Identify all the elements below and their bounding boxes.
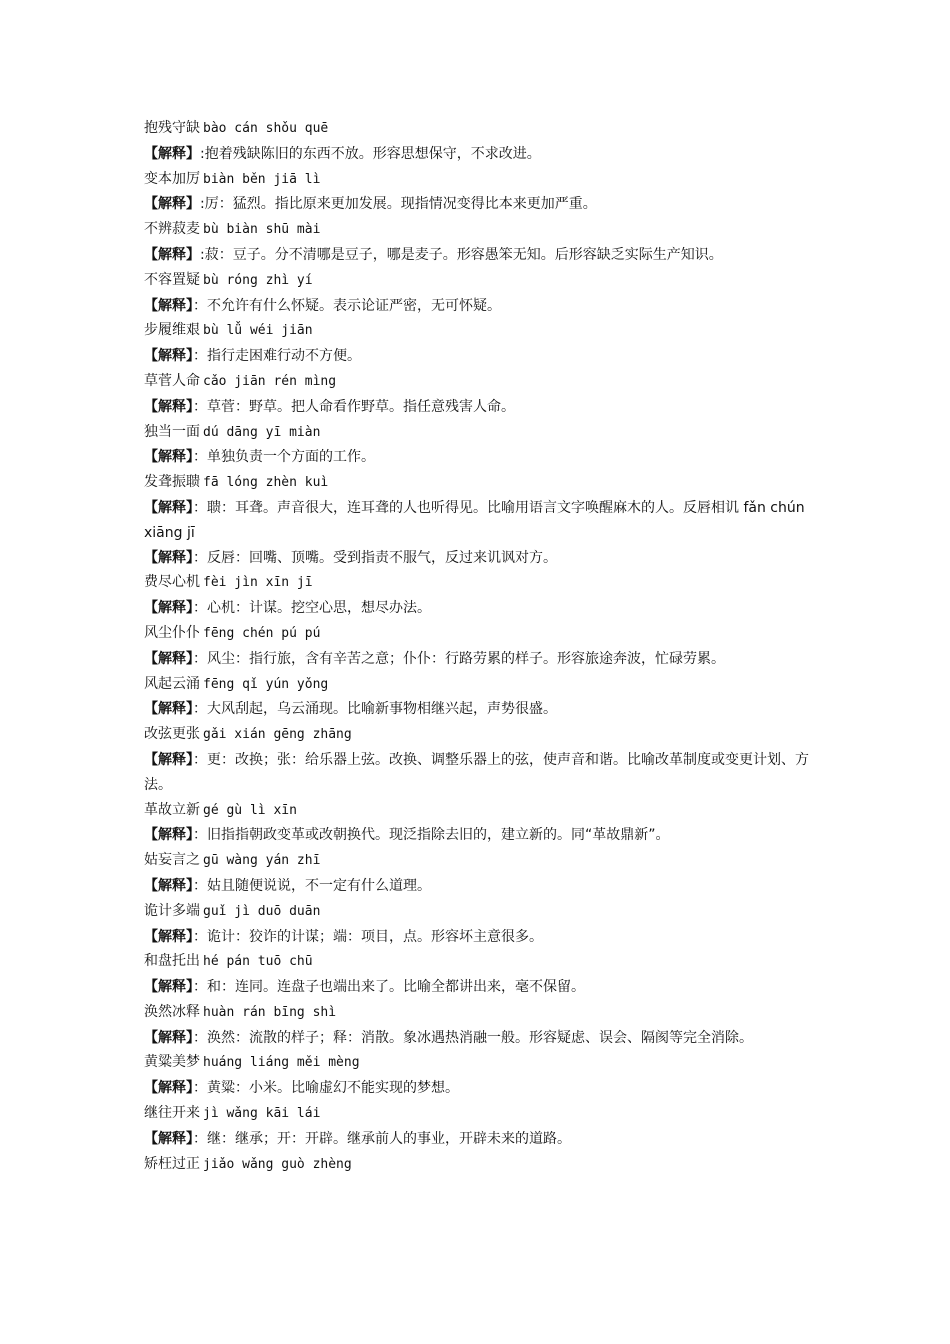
idiom-pinyin: fēng chén pú pú: [203, 625, 321, 641]
idiom-word: 姑妄言之: [144, 852, 200, 869]
explanation-separator: ：: [193, 1080, 207, 1097]
idiom-heading: [144, 848, 814, 874]
explanation-separator: ：: [193, 549, 207, 566]
explanation-label: 【解释】: [144, 549, 193, 566]
idiom-word: 改弦更张: [144, 726, 200, 743]
explanation-label: 【解释】: [144, 1080, 193, 1097]
explanation-text: 抱着残缺陈旧的东西不放。形容思想保守，不求改进。: [204, 145, 541, 162]
idiom-word: 草菅人命: [144, 372, 200, 389]
explanation-label: 【解释】: [144, 297, 193, 314]
explanation-separator: ：: [193, 398, 207, 415]
explanation: [144, 1127, 814, 1152]
explanation-label: 【解释】: [144, 246, 200, 263]
explanation: [144, 748, 814, 798]
idiom-word: 不辨菽麦: [144, 221, 200, 238]
idiom-heading: [144, 899, 814, 925]
explanation-separator: ：: [193, 499, 207, 516]
idiom-word: 黄粱美梦: [144, 1054, 200, 1071]
explanation: [144, 647, 814, 672]
explanation-separator: ：: [193, 928, 207, 945]
idiom-heading: [144, 369, 814, 395]
idiom-pinyin: gǎi xián gēng zhāng: [203, 727, 352, 743]
explanation: [144, 1076, 814, 1101]
explanation: [144, 395, 814, 420]
explanation-label: 【解释】: [144, 196, 200, 213]
idiom-pinyin: bù róng zhì yí: [203, 272, 313, 288]
explanation-text: 黄粱：小米。比喻虚幻不能实现的梦想。: [207, 1080, 459, 1097]
idiom-word: 费尽心机: [144, 574, 200, 591]
explanation-separator: :: [200, 196, 205, 213]
explanation-separator: :: [200, 246, 205, 263]
idiom-pinyin: guǐ jì duō duān: [203, 903, 321, 919]
idiom-heading: [144, 116, 814, 142]
explanation-separator: ：: [193, 348, 207, 365]
explanation-label: 【解释】: [144, 1029, 193, 1046]
explanation-label: 【解释】: [144, 499, 193, 516]
explanation-text: 诡计：狡诈的计谋；端：项目，点。形容坏主意很多。: [207, 928, 543, 945]
explanation-label: 【解释】: [144, 827, 193, 844]
explanation-text: 继：继承；开：开辟。继承前人的事业，开辟未来的道路。: [207, 1130, 571, 1147]
explanation-separator: ：: [193, 600, 207, 617]
explanation-text: 反唇：回嘴、顶嘴。受到指责不服气，反过来讥讽对方。: [207, 549, 557, 566]
idiom-word: 涣然冰释: [144, 1003, 200, 1020]
explanation-separator: ：: [193, 1130, 207, 1147]
explanation: [144, 445, 814, 470]
explanation-text: 心机：计谋。挖空心思，想尽办法。: [207, 600, 431, 617]
idiom-heading: [144, 949, 814, 975]
idiom-heading: [144, 318, 814, 344]
explanation-label: 【解释】: [144, 877, 193, 894]
idiom-pinyin: bù biàn shū mài: [203, 222, 321, 238]
idiom-pinyin: bù lǚ wéi jiān: [203, 323, 313, 339]
explanation-separator: ：: [193, 650, 207, 667]
idiom-word: 抱残守缺: [144, 120, 200, 136]
explanation-label: 【解释】: [144, 751, 193, 768]
explanation-text: 单独负责一个方面的工作。: [207, 449, 375, 466]
idiom-word: 发聋振聩: [144, 474, 200, 491]
explanation-text: 不允许有什么怀疑。表示论证严密，无可怀疑。: [207, 297, 501, 314]
idiom-word: 不容置疑: [144, 271, 200, 288]
idiom-word: 和盘托出: [144, 953, 200, 970]
explanation-text: 风尘：指行旅，含有辛苦之意；仆仆：行路劳累的样子。形容旅途奔波，忙碌劳累。: [207, 650, 725, 667]
idiom-word: 独当一面: [144, 423, 200, 440]
idiom-heading: [144, 217, 814, 243]
explanation-text: 大风刮起，乌云涌现。比喻新事物相继兴起，声势很盛。: [207, 701, 557, 718]
explanation-label: 【解释】: [144, 928, 193, 945]
idiom-pinyin: huáng liáng měi mèng: [203, 1055, 360, 1071]
explanation: [144, 243, 814, 268]
explanation-separator: ：: [193, 979, 207, 996]
idiom-heading: [144, 167, 814, 193]
explanation: [144, 596, 814, 621]
explanation-text: 聩：耳聋。声音很大，连耳聋的人也听得见。比喻用语言文字唤醒麻木的人。反唇相讥 fǎn chún xiāng jī: [144, 499, 805, 541]
idiom-word: 变本加厉: [144, 170, 200, 187]
explanation: [144, 925, 814, 950]
explanation-label: 【解释】: [144, 398, 193, 415]
idiom-pinyin: bào cán shǒu quē: [203, 121, 329, 136]
idiom-heading: [144, 621, 814, 647]
explanation: [144, 142, 814, 167]
explanation-separator: ：: [193, 751, 207, 768]
explanation-separator: ：: [193, 827, 207, 844]
explanation-separator: ：: [193, 701, 207, 718]
idiom-pinyin: jiǎo wǎng guò zhèng: [203, 1156, 352, 1172]
idiom-word: 风起云涌: [144, 675, 200, 692]
idiom-pinyin: fēng qǐ yún yǒng: [203, 676, 329, 692]
idiom-word: 革故立新: [144, 801, 200, 818]
idiom-pinyin: huàn rán bīng shì: [203, 1004, 337, 1020]
explanation-text: 涣然：流散的样子；释：消散。象冰遇热消融一般。形容疑虑、误会、隔阂等完全消除。: [207, 1029, 753, 1046]
idiom-heading: [144, 672, 814, 698]
explanation-separator: ：: [193, 1029, 207, 1046]
idiom-heading: [144, 1050, 814, 1076]
idiom-word: 步履维艰: [144, 322, 200, 339]
explanation-label: 【解释】: [144, 348, 193, 365]
explanation: [144, 192, 814, 217]
explanation-label: 【解释】: [144, 449, 193, 466]
explanation-text: 姑且随便说说，不一定有什么道理。: [207, 877, 431, 894]
idiom-word: 诡计多端: [144, 902, 200, 919]
document-body: [144, 116, 814, 1177]
explanation-text: 和：连同。连盘子也端出来了。比喻全都讲出来，毫不保留。: [207, 979, 585, 996]
idiom-heading: [144, 1152, 814, 1178]
explanation: [144, 496, 814, 546]
idiom-heading: [144, 798, 814, 824]
explanation-text: 旧指指朝政变革或改朝换代。现泛指除去旧的，建立新的。同“革故鼎新”。: [207, 827, 670, 844]
explanation: [144, 975, 814, 1000]
idiom-word: 矫枉过正: [144, 1155, 200, 1172]
explanation: [144, 546, 814, 571]
explanation-label: 【解释】: [144, 145, 200, 162]
idiom-heading: [144, 470, 814, 496]
explanation-text: 更：改换；张：给乐器上弦。改换、调整乐器上的弦，使声音和谐。比喻改革制度或变更计划、方法。: [144, 751, 809, 793]
explanation-label: 【解释】: [144, 701, 193, 718]
idiom-heading: [144, 420, 814, 446]
idiom-word: 风尘仆仆: [144, 624, 200, 641]
explanation-text: 厉：猛烈。指比原来更加发展。现指情况变得比本来更加严重。: [204, 196, 597, 213]
explanation: [144, 823, 814, 848]
explanation: [144, 1026, 814, 1051]
idiom-word: 继往开来: [144, 1105, 200, 1122]
idiom-pinyin: dú dāng yī miàn: [203, 424, 321, 440]
idiom-pinyin: hé pán tuō chū: [203, 954, 313, 970]
explanation-separator: ：: [193, 877, 207, 894]
idiom-pinyin: jì wǎng kāi lái: [203, 1106, 321, 1122]
explanation-label: 【解释】: [144, 1130, 193, 1147]
idiom-heading: [144, 722, 814, 748]
explanation: [144, 874, 814, 899]
explanation-label: 【解释】: [144, 979, 193, 996]
idiom-heading: [144, 570, 814, 596]
explanation-separator: ：: [193, 297, 207, 314]
idiom-pinyin: gé gù lì xīn: [203, 802, 297, 818]
explanation: [144, 294, 814, 319]
idiom-pinyin: fèi jìn xīn jī: [203, 575, 313, 591]
explanation-text: 指行走困难行动不方便。: [207, 348, 361, 365]
idiom-pinyin: gū wàng yán zhī: [203, 853, 321, 869]
explanation: [144, 344, 814, 369]
idiom-heading: [144, 268, 814, 294]
idiom-pinyin: fā lóng zhèn kuì: [203, 475, 329, 491]
idiom-heading: [144, 1000, 814, 1026]
explanation-label: 【解释】: [144, 600, 193, 617]
explanation-label: 【解释】: [144, 650, 193, 667]
explanation-text: 菽：豆子。分不清哪是豆子，哪是麦子。形容愚笨无知。后形容缺乏实际生产知识。: [204, 246, 723, 263]
idiom-pinyin: cǎo jiān rén mìng: [203, 373, 337, 389]
explanation-separator: ：: [193, 449, 207, 466]
idiom-heading: [144, 1101, 814, 1127]
idiom-pinyin: biàn běn jiā lì: [203, 171, 321, 187]
explanation-text: 草菅：野草。把人命看作野草。指任意残害人命。: [207, 398, 515, 415]
explanation: [144, 697, 814, 722]
explanation-separator: :: [200, 145, 205, 162]
